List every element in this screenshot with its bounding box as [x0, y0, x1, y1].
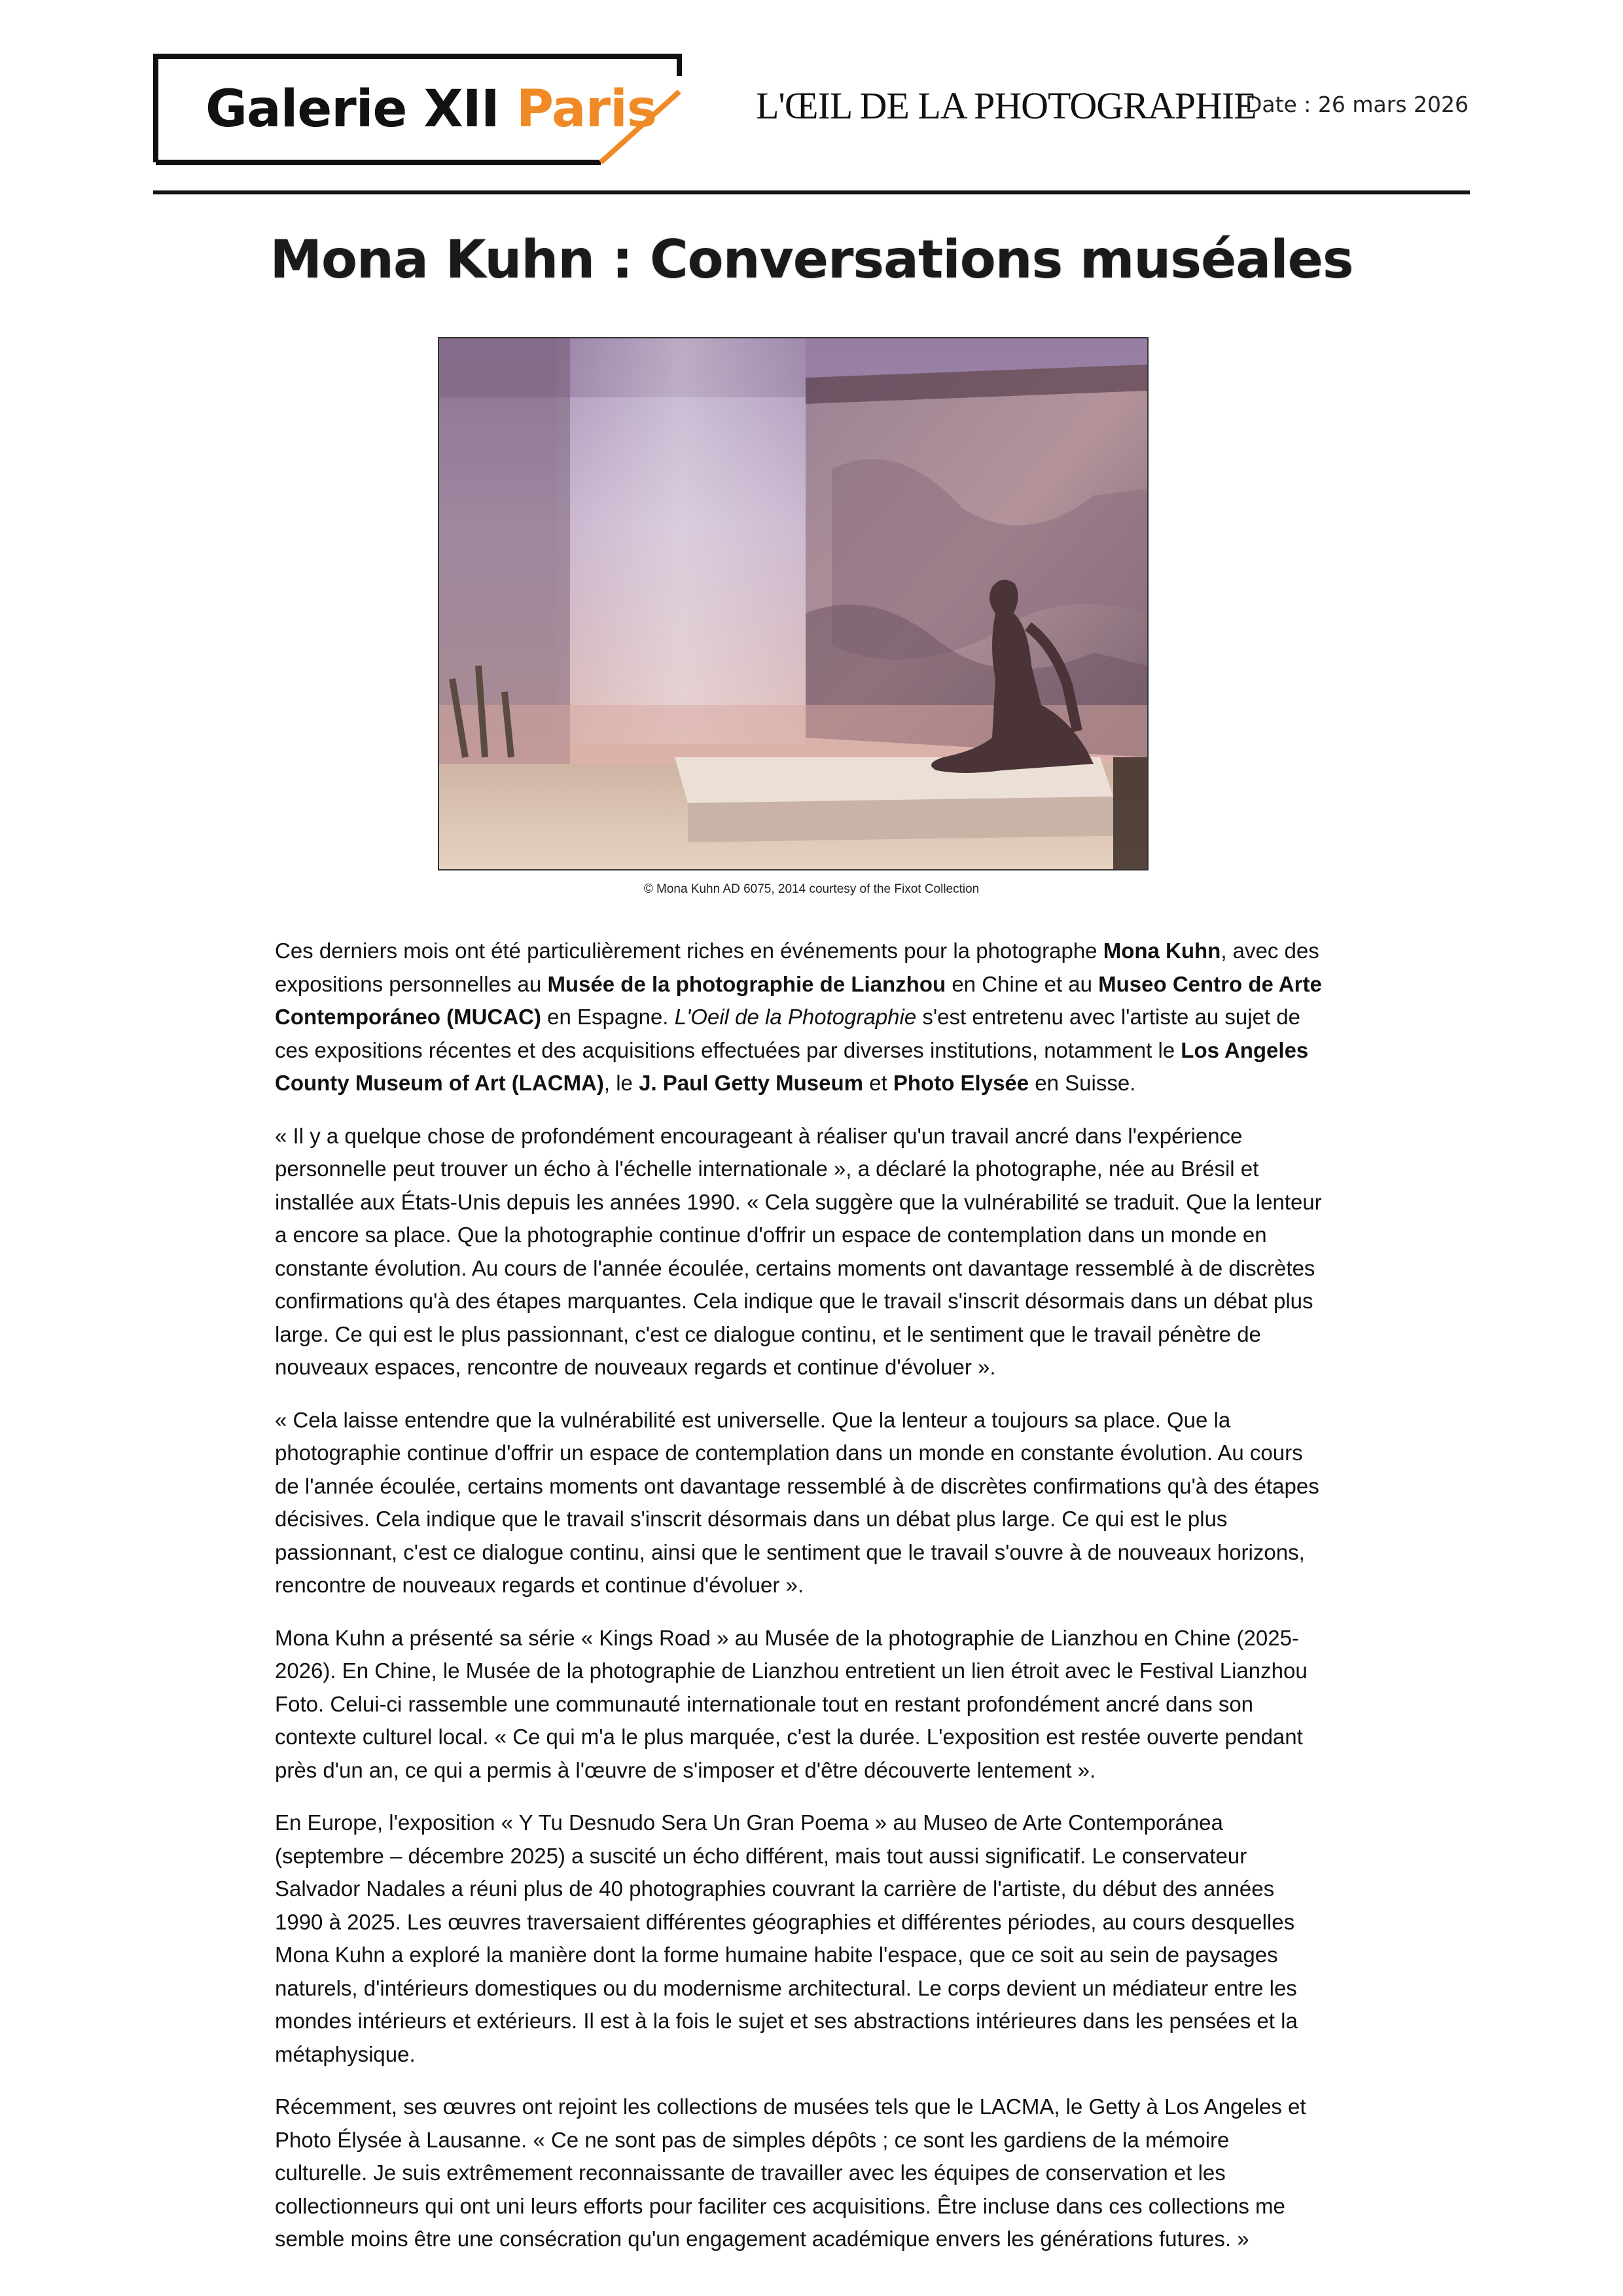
bold-run: Musée de la photographie de Lianzhou — [547, 971, 946, 996]
paragraph-5: En Europe, l'exposition « Y Tu Desnudo Sera Un Gran Poema » au Museo de Arte Contemporánea (septembre – décembre 2025) a suscité un écho différent, mais tout aussi significatif. Le conservateur Salvador Nadales a réuni plus de 40 photographies couvrant la carrière de l'artiste, du début des années 1990 à 2025. Les œuvres traversaient différentes géographies et différentes périodes, au cours desquelles Mona Kuhn a exploré la manière dont la forme humaine habite l'espace, que ce soit au sein de paysages naturels, d'intérieurs domestiques ou du modernisme architectural. Le corps devient un médiateur entre les mondes intérieurs et extérieurs. Il est à la fois le sujet et ses abstractions intérieures dans les pensées et la métaphysique. — [275, 1810, 1298, 2066]
paragraph-intro — [275, 935, 1322, 1100]
article-title: Mona Kuhn : Conversations muséales — [270, 229, 1353, 290]
paragraph-3: « Cela laisse entendre que la vulnérabilité est universelle. Que la lenteur a toujours sa place. Que la photographie continue d'offrir un espace de contemplation dans un monde en constante évolution. Au cours de l'année écoulée, certains moments ont davantage ressemblé à de discrètes confirmations qu'à des étapes décisives. Cela indique que le travail s'inscrit désormais dans un débat plus large. Ce qui est le plus passionnant, c'est ce dialogue continu, ainsi que le sentiment que le travail s'ouvre à de nouveaux horizons, rencontre de nouveaux regards et continue d'évoluer ». — [275, 1407, 1319, 1597]
bold-run: Museo Centro de Arte Contemporáneo (MUCAC) — [275, 971, 1322, 1029]
text-run: , le — [603, 1071, 639, 1095]
bold-run: Los Angeles County Museum of Art (LACMA) — [275, 1037, 1309, 1095]
gallery-logo — [153, 54, 682, 165]
text-run: en Chine et au — [946, 971, 1099, 996]
bold-run: Mona Kuhn — [1103, 939, 1221, 963]
paragraph-6: Récemment, ses œuvres ont rejoint les collections de musées tels que le LACMA, le Getty à Los Angeles et Photo Élysée à Lausanne. « Ce ne sont pas de simples dépôts ; ce sont les gardiens de la mémoire culturelle. Je suis extrêmement reconnaissante de travailler avec les équipes de conservation et les collectionneurs qui ont uni leurs efforts pour faciliter ces acquisitions. Être incluse dans ces collections me semble moins être une consécration qu'un engagement académique envers les générations futures. » — [275, 2094, 1306, 2251]
header-divider — [153, 190, 1470, 194]
logo-text — [205, 80, 656, 139]
date-label: Date : 26 mars 2026 — [1245, 92, 1469, 117]
text-run: en Espagne. — [541, 1005, 675, 1029]
article-photo — [438, 337, 1149, 870]
article-body — [275, 935, 1322, 2276]
text-run: Ces derniers mois ont été particulièrement riches en événements pour la photographe — [275, 939, 1103, 963]
bold-run: J. Paul Getty Museum — [639, 1071, 864, 1095]
text-run: et — [863, 1071, 893, 1095]
photo-illustration — [439, 338, 1147, 869]
paragraph-2: « Il y a quelque chose de profondément encourageant à réaliser qu'un travail ancré dans l'expérience personnelle peut trouver un écho à l'échelle internationale », a déclaré la photographe, née au Brésil et installée aux États-Unis depuis les années 1990. « Cela suggère que la vulnérabilité se traduit. Que la lenteur a encore sa place. Que la photographie continue d'offrir un espace de contemplation dans un monde en constante évolution. Au cours de l'année écoulée, certains moments ont davantage ressemblé à de discrètes confirmations qu'à des étapes marquantes. Cela indique que le travail s'inscrit désormais dans un débat plus large. Ce qui est le plus passionnant, c'est ce dialogue continu, et le sentiment que le travail pénètre de nouveaux espaces, rencontre de nouveaux regards et continue d'évoluer ». — [275, 1123, 1322, 1379]
text-run: , avec des expositions personnelles au — [275, 939, 1319, 996]
paragraph-4: Mona Kuhn a présenté sa série « Kings Road » au Musée de la photographie de Lianzhou en Chine (2025-2026). En Chine, le Musée de la photographie de Lianzhou entretient un lien étroit avec le Festival Lianzhou Foto. Celui-ci rassemble une communauté internationale tout en restant profondément ancré dans son contexte culturel local. « Ce qui m'a le plus marquée, c'est la durée. L'exposition est restée ouverte pendant près d'un an, ce qui a permis à l'œuvre de s'imposer et d'être découverte lentement ». — [275, 1625, 1308, 1782]
photo-caption: © Mona Kuhn AD 6075, 2014 courtesy of the Fixot Collection — [643, 882, 980, 896]
masthead: L'ŒIL DE LA PHOTOGRAPHIE — [756, 84, 1257, 127]
text-run: s'est entretenu avec l'artiste au sujet de ces expositions récentes et des acquisitions effectuées par diverses institutions, notamment le — [275, 1005, 1300, 1062]
text-run: en Suisse. — [1029, 1071, 1136, 1095]
bold-run: Photo Elysée — [893, 1071, 1029, 1095]
logo-name: Galerie XII — [205, 80, 499, 139]
italic-run: L'Oeil de la Photographie — [674, 1005, 917, 1029]
logo-city: Paris — [516, 80, 657, 139]
